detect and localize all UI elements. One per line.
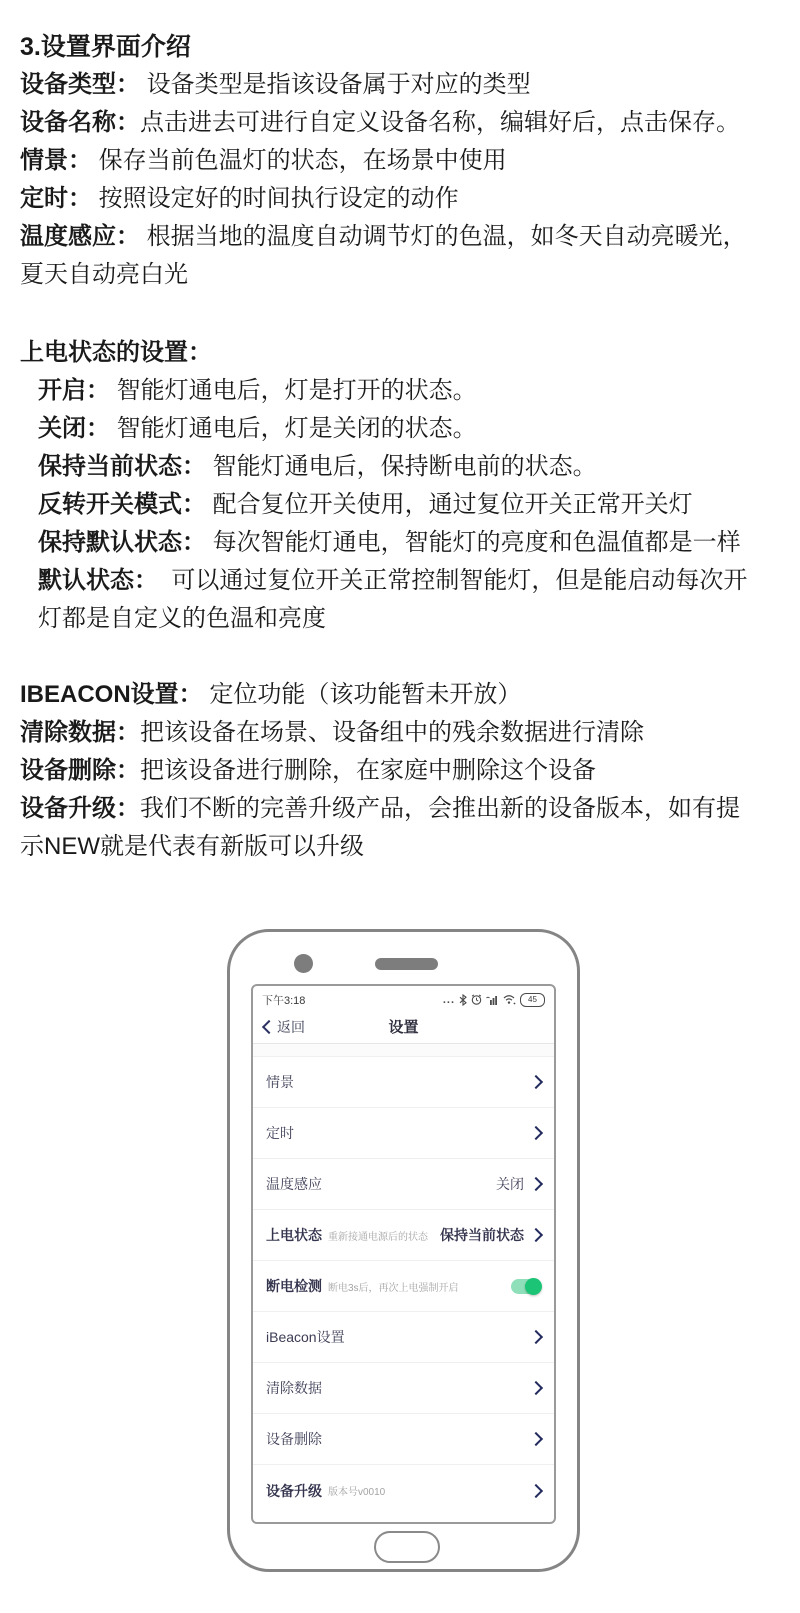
doc-line: 定时： 按照设定好的时间执行设定的动作: [20, 185, 459, 212]
list-item-timer[interactable]: 定时: [253, 1108, 554, 1159]
status-time: 下午3:18: [262, 994, 306, 1007]
doc-line: 温度感应： 根据当地的温度自动调节灯的色温，如冬天自动亮暖光，: [20, 223, 747, 250]
chevron-right-icon: [529, 1228, 543, 1242]
doc-line: IBEACON设置： 定位功能（该功能暂未开放）: [20, 681, 522, 708]
doc-line: 设备升级：我们不断的完善升级产品，会推出新的设备版本，如有提: [20, 795, 740, 822]
chevron-right-icon: [529, 1381, 543, 1395]
chevron-left-icon: [262, 1020, 276, 1034]
row-subtext: 版本号v0010: [328, 1487, 386, 1498]
doc-line: 设备名称：点击进去可进行自定义设备名称，编辑好后，点击保存。: [20, 109, 740, 136]
row-value: 保持当前状态: [440, 1227, 524, 1243]
doc-line: 保持当前状态： 智能灯通电后，保持断电前的状态。: [38, 453, 597, 480]
doc-line: 保持默认状态： 每次智能灯通电，智能灯的亮度和色温值都是一样: [38, 529, 741, 556]
doc-line: 开启： 智能灯通电后，灯是打开的状态。: [38, 377, 477, 404]
list-item-delete-device[interactable]: 设备删除: [253, 1414, 554, 1465]
doc-line: 情景： 保存当前色温灯的状态，在场景中使用: [20, 147, 507, 174]
toggle-on[interactable]: [511, 1279, 541, 1294]
back-label: 返回: [277, 1018, 305, 1035]
list-item-ibeacon-settings[interactable]: iBeacon设置: [253, 1312, 554, 1363]
phone-screen: [251, 984, 556, 1524]
nav-bar: [253, 1010, 554, 1043]
instructions: [20, 28, 782, 866]
doc-line: 设备类型： 设备类型是指该设备属于对应的类型: [20, 71, 531, 98]
battery-icon: 45: [520, 993, 545, 1007]
section-gap: [253, 1043, 554, 1057]
chevron-right-icon: [529, 1126, 543, 1140]
doc-line: 关闭： 智能灯通电后，灯是关闭的状态。: [38, 415, 477, 442]
chevron-right-icon: [529, 1177, 543, 1191]
chevron-right-icon: [529, 1483, 543, 1497]
bluetooth-icon: [459, 994, 467, 1006]
chevron-right-icon: [529, 1432, 543, 1446]
doc-line: 示NEW就是代表有新版可以升级: [20, 833, 364, 860]
chevron-right-icon: [529, 1075, 543, 1089]
page-title: 设置: [388, 1019, 419, 1036]
front-camera-icon: [294, 954, 313, 973]
phone-frame: [227, 929, 580, 1572]
back-button[interactable]: [264, 1017, 305, 1037]
doc-line: 反转开关模式： 配合复位开关使用，通过复位开关正常开关灯: [38, 491, 693, 518]
section-heading: 3.设置界面介绍: [20, 33, 191, 61]
home-button[interactable]: [374, 1531, 440, 1563]
doc-line: 默认状态： 可以通过复位开关正常控制智能灯，但是能启动每次开: [38, 567, 748, 594]
alarm-icon: [471, 994, 482, 1005]
chevron-right-icon: [529, 1330, 543, 1344]
wifi-icon: [503, 994, 516, 1005]
row-subtext: 重新接通电源后的状态: [328, 1231, 428, 1243]
more-dots-icon: ...: [442, 993, 455, 1006]
list-item-device-upgrade[interactable]: 设备升级 版本号v0010: [253, 1465, 554, 1516]
earpiece-speaker: [375, 958, 438, 970]
list-item-clear-data[interactable]: 清除数据: [253, 1363, 554, 1414]
status-bar: [253, 986, 554, 1010]
row-value: 关闭: [496, 1176, 524, 1192]
list-item-temperature-sensing[interactable]: 温度感应 关闭: [253, 1159, 554, 1210]
toggle-knob: [525, 1278, 542, 1295]
row-subtext: 断电3s后，再次上电强制开启: [328, 1282, 459, 1294]
status-icons: [443, 993, 545, 1007]
doc-line: 夏天自动亮白光: [20, 261, 188, 288]
list-item-power-on-state[interactable]: 上电状态 重新接通电源后的状态 保持当前状态: [253, 1210, 554, 1261]
doc-line: 设备删除：把该设备进行删除，在家庭中删除这个设备: [20, 757, 596, 784]
cell-signal-icon: [486, 994, 499, 1005]
doc-line: 清除数据：把该设备在场景、设备组中的残余数据进行清除: [20, 719, 644, 746]
list-item-scene[interactable]: 情景: [253, 1057, 554, 1108]
list-item-power-off-detection[interactable]: 断电检测 断电3s后，再次上电强制开启: [253, 1261, 554, 1312]
doc-line: 灯都是自定义的色温和亮度: [38, 605, 326, 632]
subsection-heading: 上电状态的设置：: [20, 339, 212, 366]
